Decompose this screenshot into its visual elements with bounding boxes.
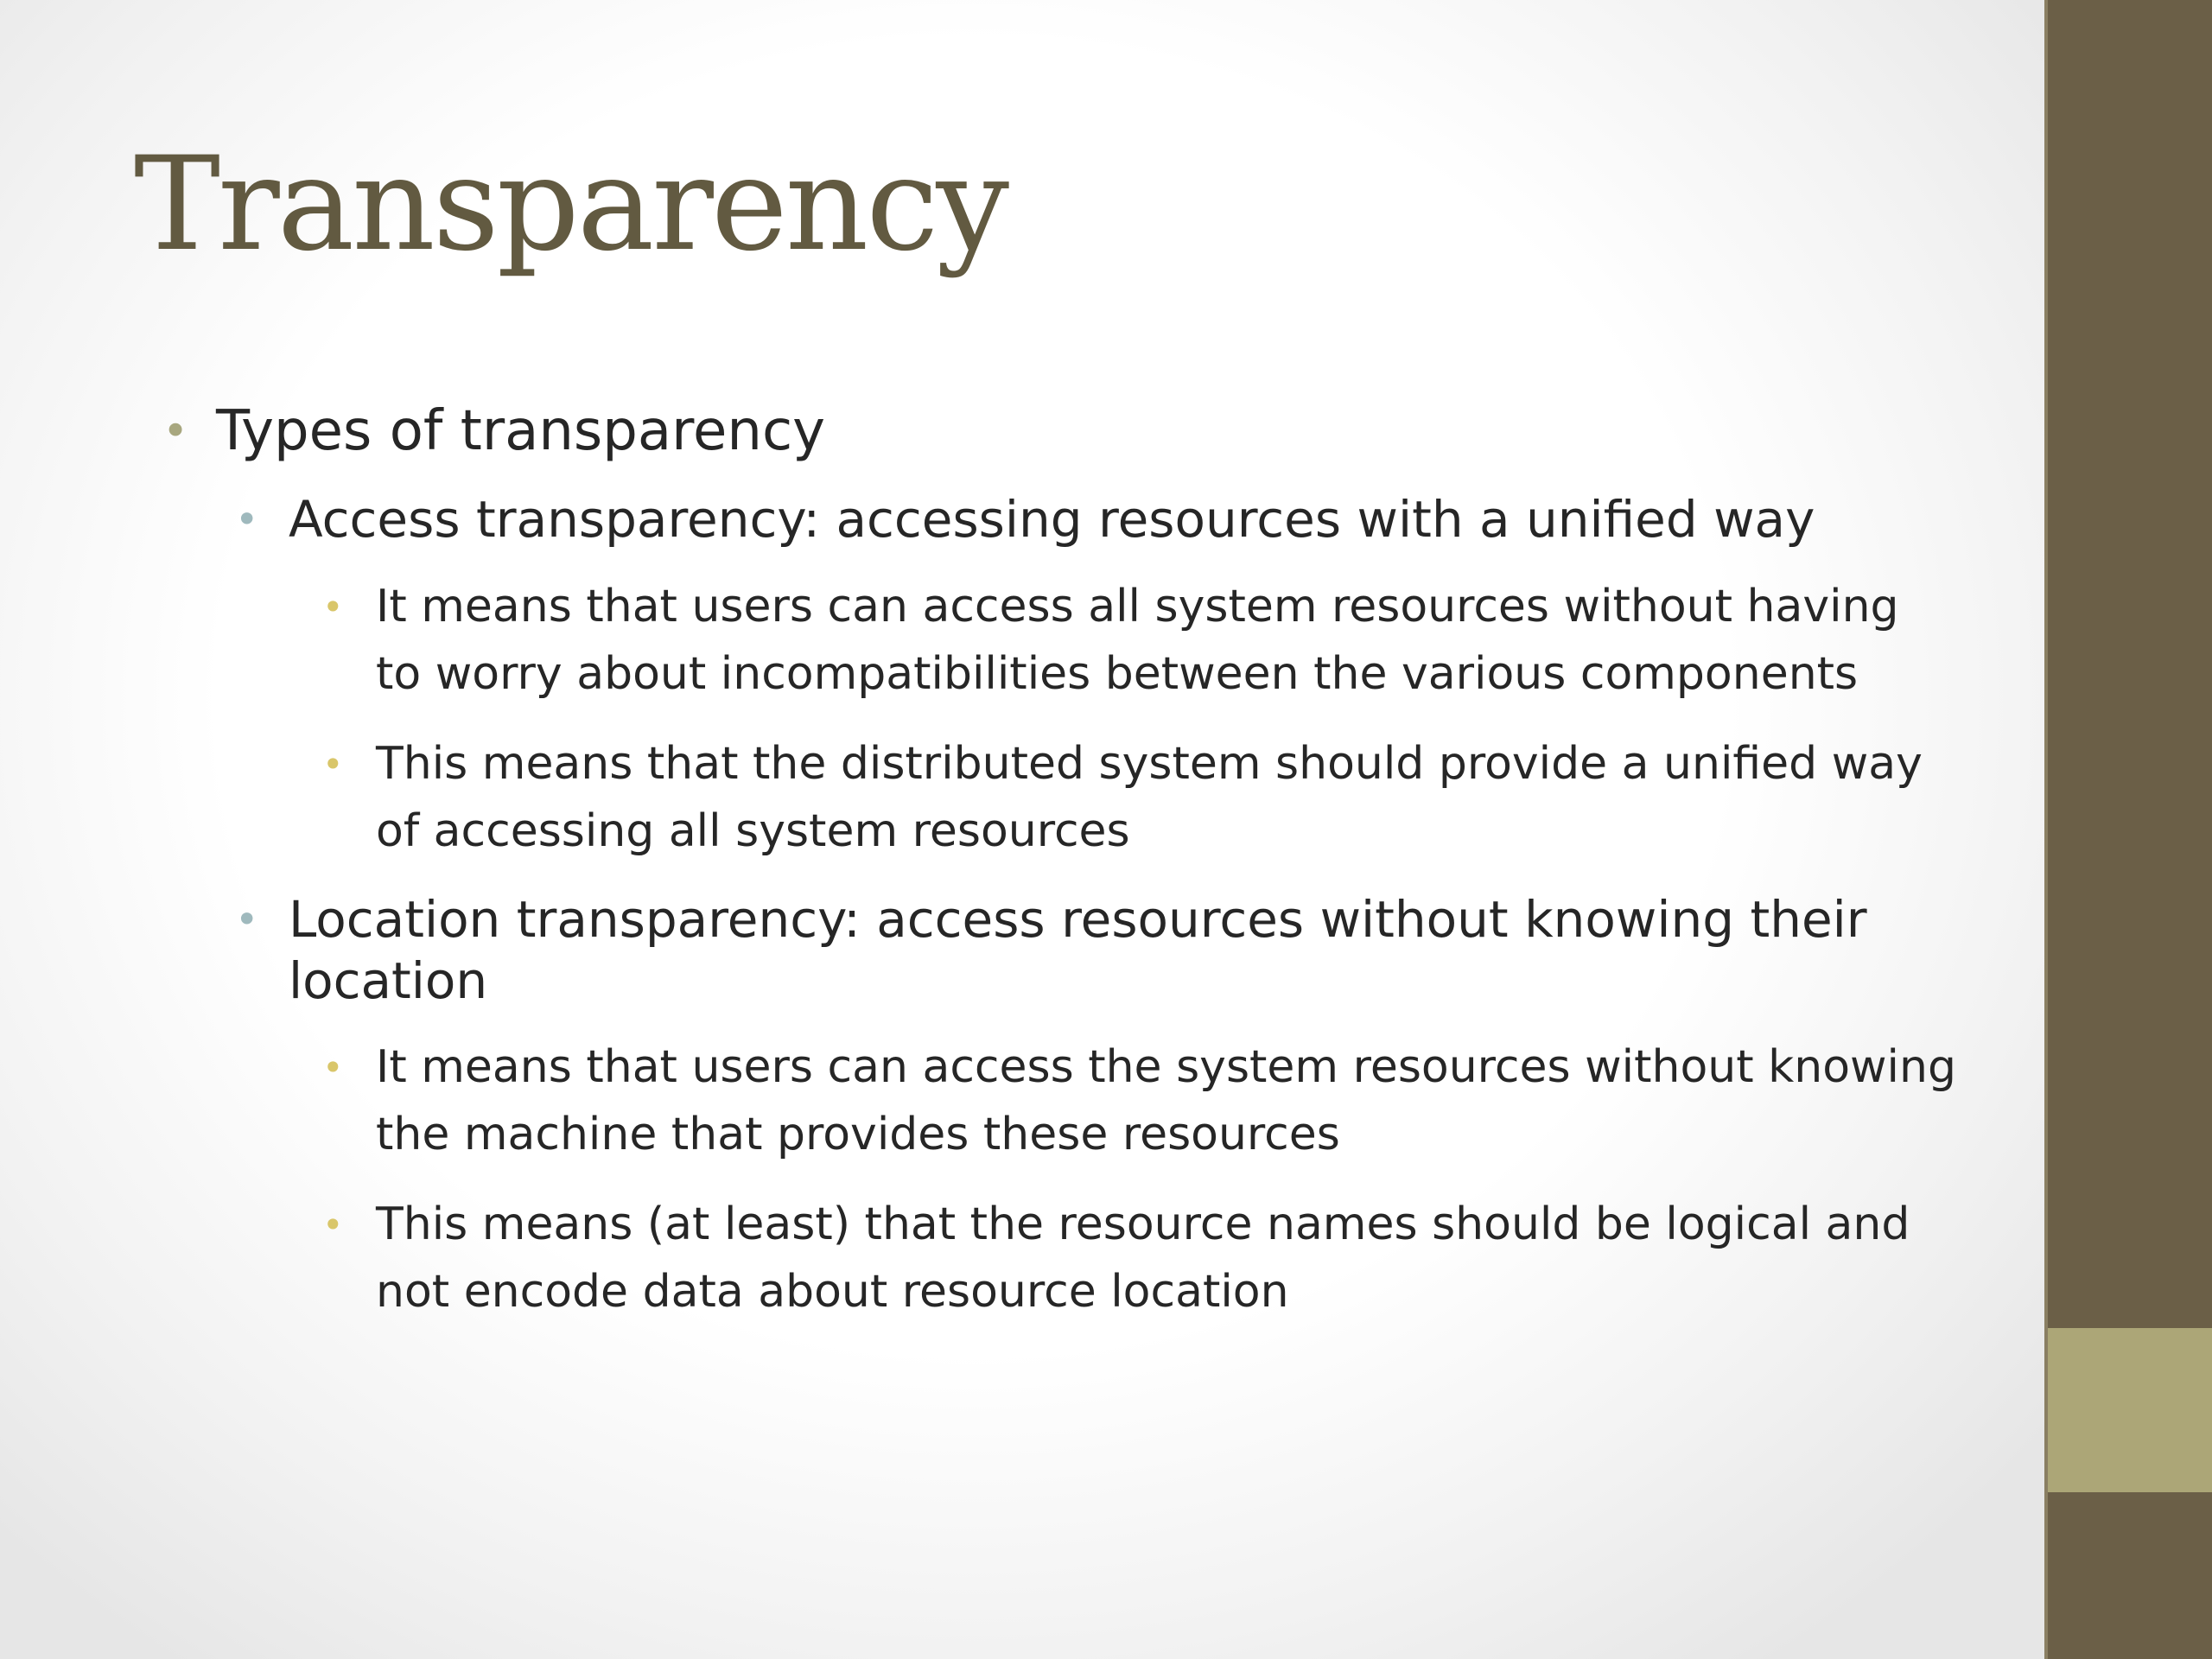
bullet-text: It means that users can access all system resources without having to worry about incompatibilities between the various components: [376, 580, 1899, 700]
decorative-sidebar-accent: [2048, 1328, 2212, 1492]
bullet-list: [0, 397, 2022, 1325]
bullet-icon: •: [322, 1204, 344, 1247]
bullet-text: Access transparency: accessing resources with a unified way: [289, 490, 1815, 550]
bullet-item-level1: [162, 397, 2022, 465]
bullet-icon: •: [322, 1046, 344, 1090]
bullet-text: This means (at least) that the resource names should be logical and not encode data about resource location: [376, 1198, 1910, 1319]
bullet-icon: •: [322, 742, 344, 785]
bullet-item-level3: [322, 573, 1957, 708]
bullet-item-level2: [235, 489, 1930, 550]
bullet-item-level3: [322, 730, 1957, 865]
bullet-text: It means that users can access the system resources without knowing the machine that provides these resources: [376, 1041, 1956, 1161]
bullet-icon: •: [235, 496, 259, 543]
bullet-item-level3: [322, 1191, 1957, 1325]
slide-title: Transparency: [134, 130, 1007, 280]
bullet-icon: •: [322, 585, 344, 628]
bullet-icon: •: [235, 895, 259, 943]
bullet-text: Types of transparency: [216, 399, 825, 463]
bullet-icon: •: [162, 405, 189, 457]
bullet-item-level3: [322, 1033, 1957, 1168]
bullet-text: Location transparency: access resources without knowing their location: [289, 889, 1867, 1010]
bullet-item-level2: [235, 889, 1930, 1012]
bullet-text: This means that the distributed system should provide a unified way of accessing all system resources: [376, 737, 1923, 857]
